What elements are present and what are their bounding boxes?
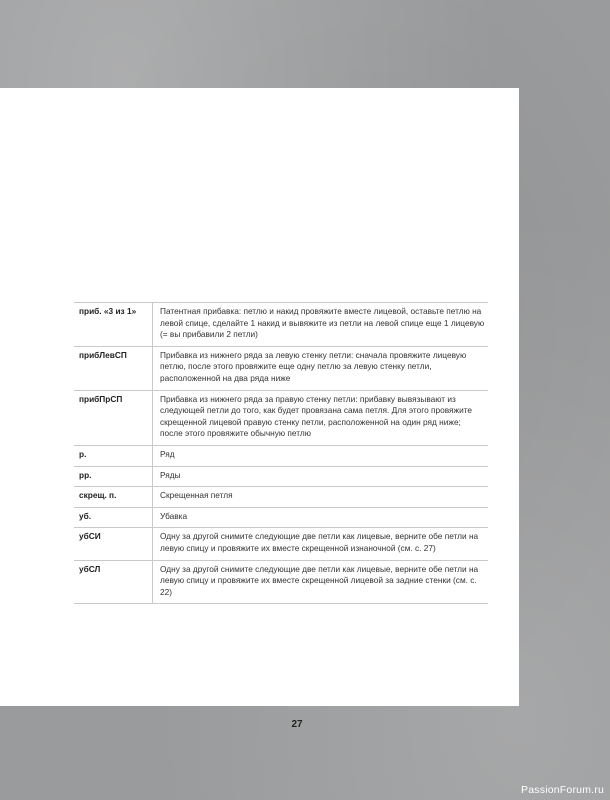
- abbreviation-definition: Прибавка из нижнего ряда за левую стенку петли: сначала провяжите лицевую петлю, после этого провяжите еще одну петлю за левую стенку петли, расположенной на два ряда ниже: [153, 346, 489, 390]
- table-row: [74, 390, 488, 445]
- table-row: [74, 487, 488, 508]
- table-row: [74, 528, 488, 560]
- abbreviation-term: убСЛ: [74, 560, 153, 604]
- table-row: [74, 445, 488, 466]
- abbreviation-term: р.: [74, 445, 153, 466]
- abbreviation-table: [74, 302, 488, 604]
- abbreviation-term: убСИ: [74, 528, 153, 560]
- abbreviation-definition: Ряды: [153, 466, 489, 487]
- abbreviation-term: скрещ. п.: [74, 487, 153, 508]
- abbreviation-term: рр.: [74, 466, 153, 487]
- table-row: [74, 346, 488, 390]
- page-number: 27: [291, 719, 303, 730]
- abbreviation-definition: Патентная прибавка: петлю и накид провяжите вместе лицевой, оставьте петлю на левой спице, сделайте 1 накид и вывяжите из петли на левой спице еще 1 лицевую (= вы прибавили 2 петли): [153, 303, 489, 347]
- abbreviation-term: прибПрСП: [74, 390, 153, 445]
- abbreviation-definition: Убавка: [153, 507, 489, 528]
- table-row: [74, 560, 488, 604]
- abbreviation-definition: Прибавка из нижнего ряда за правую стенку петли: прибавку вывязывают из следующей петли до того, как будет провязана сама петля. Для этого провяжите скрещенной лицевой правую стенку петли, расположенной на один ряд ниже; после этого провяжите обычную петлю: [153, 390, 489, 445]
- table-row: [74, 507, 488, 528]
- abbreviation-term: уб.: [74, 507, 153, 528]
- abbreviation-definition: Ряд: [153, 445, 489, 466]
- abbreviation-definition: Одну за другой снимите следующие две петли как лицевые, верните обе петли на левую спицу и провяжите их вместе скрещенной изнаночной (см. с. 27): [153, 528, 489, 560]
- abbreviation-definition: Скрещенная петля: [153, 487, 489, 508]
- abbreviation-term: прибЛевСП: [74, 346, 153, 390]
- table-row: [74, 303, 488, 347]
- abbreviation-definition: Одну за другой снимите следующие две петли как лицевые, верните обе петли на левую спицу и провяжите их вместе скрещенной лицевой за задние стенки (см. с. 22): [153, 560, 489, 604]
- table-row: [74, 466, 488, 487]
- site-watermark: PassionForum.ru: [521, 784, 604, 796]
- abbreviation-term: приб. «3 из 1»: [74, 303, 153, 347]
